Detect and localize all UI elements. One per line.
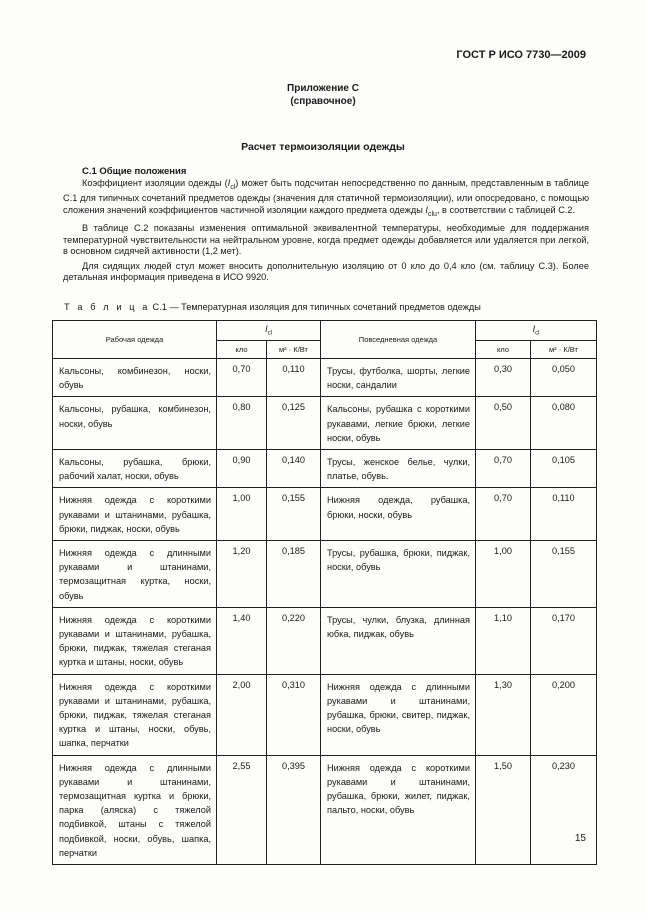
cell-daily-si: 0,170 (531, 607, 597, 674)
cell-daily-si: 0,110 (531, 488, 597, 541)
cell-daily: Нижняя одежда, рубашка, брюки, носки, обувь (321, 488, 476, 541)
appendix-subtitle: (справочное) (290, 96, 356, 107)
cell-daily-si: 0,050 (531, 359, 597, 397)
table-row (53, 541, 597, 608)
table-row (53, 755, 597, 864)
col-header-work: Рабочая одежда (53, 321, 217, 359)
cell-daily-si: 0,155 (531, 541, 597, 608)
paragraph-2: В таблице С.2 показаны изменения оптимальной эквивалентной температуры, необходимые для поддержания температурной чувствительности на нейтральном уровне, когда предмет одежды добавляется или удаляется при легкой, в основном сидячей активности (1,2 мет). (63, 223, 589, 257)
col-header-daily: Повседневная одежда (321, 321, 476, 359)
cell-work-clo: 1,00 (217, 488, 267, 541)
table-row (53, 359, 597, 397)
appendix-heading (0, 82, 646, 108)
table-row (53, 397, 597, 450)
unit-si-work: м² · К/Вт (267, 341, 321, 359)
cell-work-si: 0,155 (267, 488, 321, 541)
cell-work: Нижняя одежда с длинными рукавами и штанинами, термозащитная куртка, носки, обувь (53, 541, 217, 608)
cell-daily: Трусы, футболка, шорты, легкие носки, сандалии (321, 359, 476, 397)
cell-daily-si: 0,080 (531, 397, 597, 450)
unit-clo-work: кло (217, 341, 267, 359)
cell-daily: Нижняя одежда с короткими рукавами и штанинами, рубашка, брюки, жилет, пиджак, пальто, носки, обувь (321, 755, 476, 864)
table-row (53, 450, 597, 488)
unit-clo-daily: кло (476, 341, 531, 359)
cell-work-si: 0,310 (267, 674, 321, 755)
body-text (63, 178, 589, 284)
cell-daily: Кальсоны, рубашка с короткими рукавами, легкие брюки, легкие носки, обувь (321, 397, 476, 450)
paragraph-1: Коэффициент изоляции одежды $(I_{cl})$ может быть подсчитан непосредственно по данным, представленным в таблице С.1 для типичных сочетаний предметов одежды (значения для статичной термоизоляции), или опосредовано, с помощью сложения значений коэффициентов частичной изоляции каждого предмета одежды $I_{clu}$, в соответствии с таблицей С.2. (63, 178, 589, 218)
cell-work-si: 0,110 (267, 359, 321, 397)
cell-work-si: 0,125 (267, 397, 321, 450)
cell-work-clo: 0,80 (217, 397, 267, 450)
page-number: 15 (574, 833, 586, 844)
cell-daily-si: 0,230 (531, 755, 597, 864)
cell-work-clo: 2,55 (217, 755, 267, 864)
cell-daily-clo: 0,30 (476, 359, 531, 397)
cell-work: Нижняя одежда с короткими рукавами и штанинами, рубашка, брюки, пиджак, носки, обувь (53, 488, 217, 541)
table-row (53, 674, 597, 755)
cell-work: Кальсоны, рубашка, брюки, рабочий халат, носки, обувь (53, 450, 217, 488)
cell-daily-clo: 1,30 (476, 674, 531, 755)
cell-daily: Трусы, чулки, блузка, длинная юбка, пиджак, обувь (321, 607, 476, 674)
cell-work-clo: 2,00 (217, 674, 267, 755)
subsection-title: С.1 Общие положения (82, 166, 187, 177)
cell-daily: Трусы, рубашка, брюки, пиджак, носки, обувь (321, 541, 476, 608)
table-row (53, 488, 597, 541)
cell-work-clo: 0,90 (217, 450, 267, 488)
cell-daily: Нижняя одежда с длинными рукавами и штанинами, рубашка, брюки, свитер, пиджак, носки, обувь (321, 674, 476, 755)
cell-work: Кальсоны, комбинезон, носки, обувь (53, 359, 217, 397)
appendix-title: Приложение С (287, 83, 359, 94)
unit-si-daily: м² · К/Вт (531, 341, 597, 359)
cell-daily-si: 0,200 (531, 674, 597, 755)
cell-work: Кальсоны, рубашка, комбинезон, носки, обувь (53, 397, 217, 450)
cell-work-si: 0,185 (267, 541, 321, 608)
document-header: ГОСТ Р ИСО 7730—2009 (456, 49, 586, 61)
cell-work-clo: 1,20 (217, 541, 267, 608)
cell-daily-clo: 0,50 (476, 397, 531, 450)
cell-work-clo: 1,40 (217, 607, 267, 674)
cell-work-clo: 0,70 (217, 359, 267, 397)
cell-daily-clo: 1,00 (476, 541, 531, 608)
cell-work: Нижняя одежда с короткими рукавами и штанинами, рубашка, брюки, пиджак, тяжелая стеганая куртка и штаны, носки, обувь (53, 607, 217, 674)
cell-daily-clo: 0,70 (476, 450, 531, 488)
cell-daily-clo: 1,50 (476, 755, 531, 864)
cell-work-si: 0,140 (267, 450, 321, 488)
col-header-icl-work: $I_{cl}$ (217, 321, 321, 341)
col-header-icl-daily: $I_{cl}$ (476, 321, 597, 341)
section-title: Расчет термоизоляции одежды (241, 141, 405, 153)
clothing-insulation-table (52, 320, 597, 865)
cell-work: Нижняя одежда с длинными рукавами и штанинами, термозащитная куртка и брюки, парка (аляска) с тяжелой подбивкой, штаны с тяжелой подбивкой, носки, обувь, шапка, перчатки (53, 755, 217, 864)
cell-daily-si: 0,105 (531, 450, 597, 488)
cell-work: Нижняя одежда с короткими рукавами и штанинами, рубашка, брюки, пиджак, тяжелая стеганая куртка и штаны, носки, обувь, шапка, перчатки (53, 674, 217, 755)
cell-work-si: 0,220 (267, 607, 321, 674)
cell-work-si: 0,395 (267, 755, 321, 864)
table-caption: Т а б л и ц а С.1 — Температурная изоляция для типичных сочетаний предметов одежды (64, 302, 481, 312)
cell-daily-clo: 0,70 (476, 488, 531, 541)
cell-daily-clo: 1,10 (476, 607, 531, 674)
cell-daily: Трусы, женское белье, чулки, платье, обувь. (321, 450, 476, 488)
table-row (53, 607, 597, 674)
paragraph-3: Для сидящих людей стул может вносить дополнительную изоляцию от 0 кло до 0,4 кло (см. таблицу С.3). Более детальная информация приведена в ИСО 9920. (63, 260, 589, 283)
